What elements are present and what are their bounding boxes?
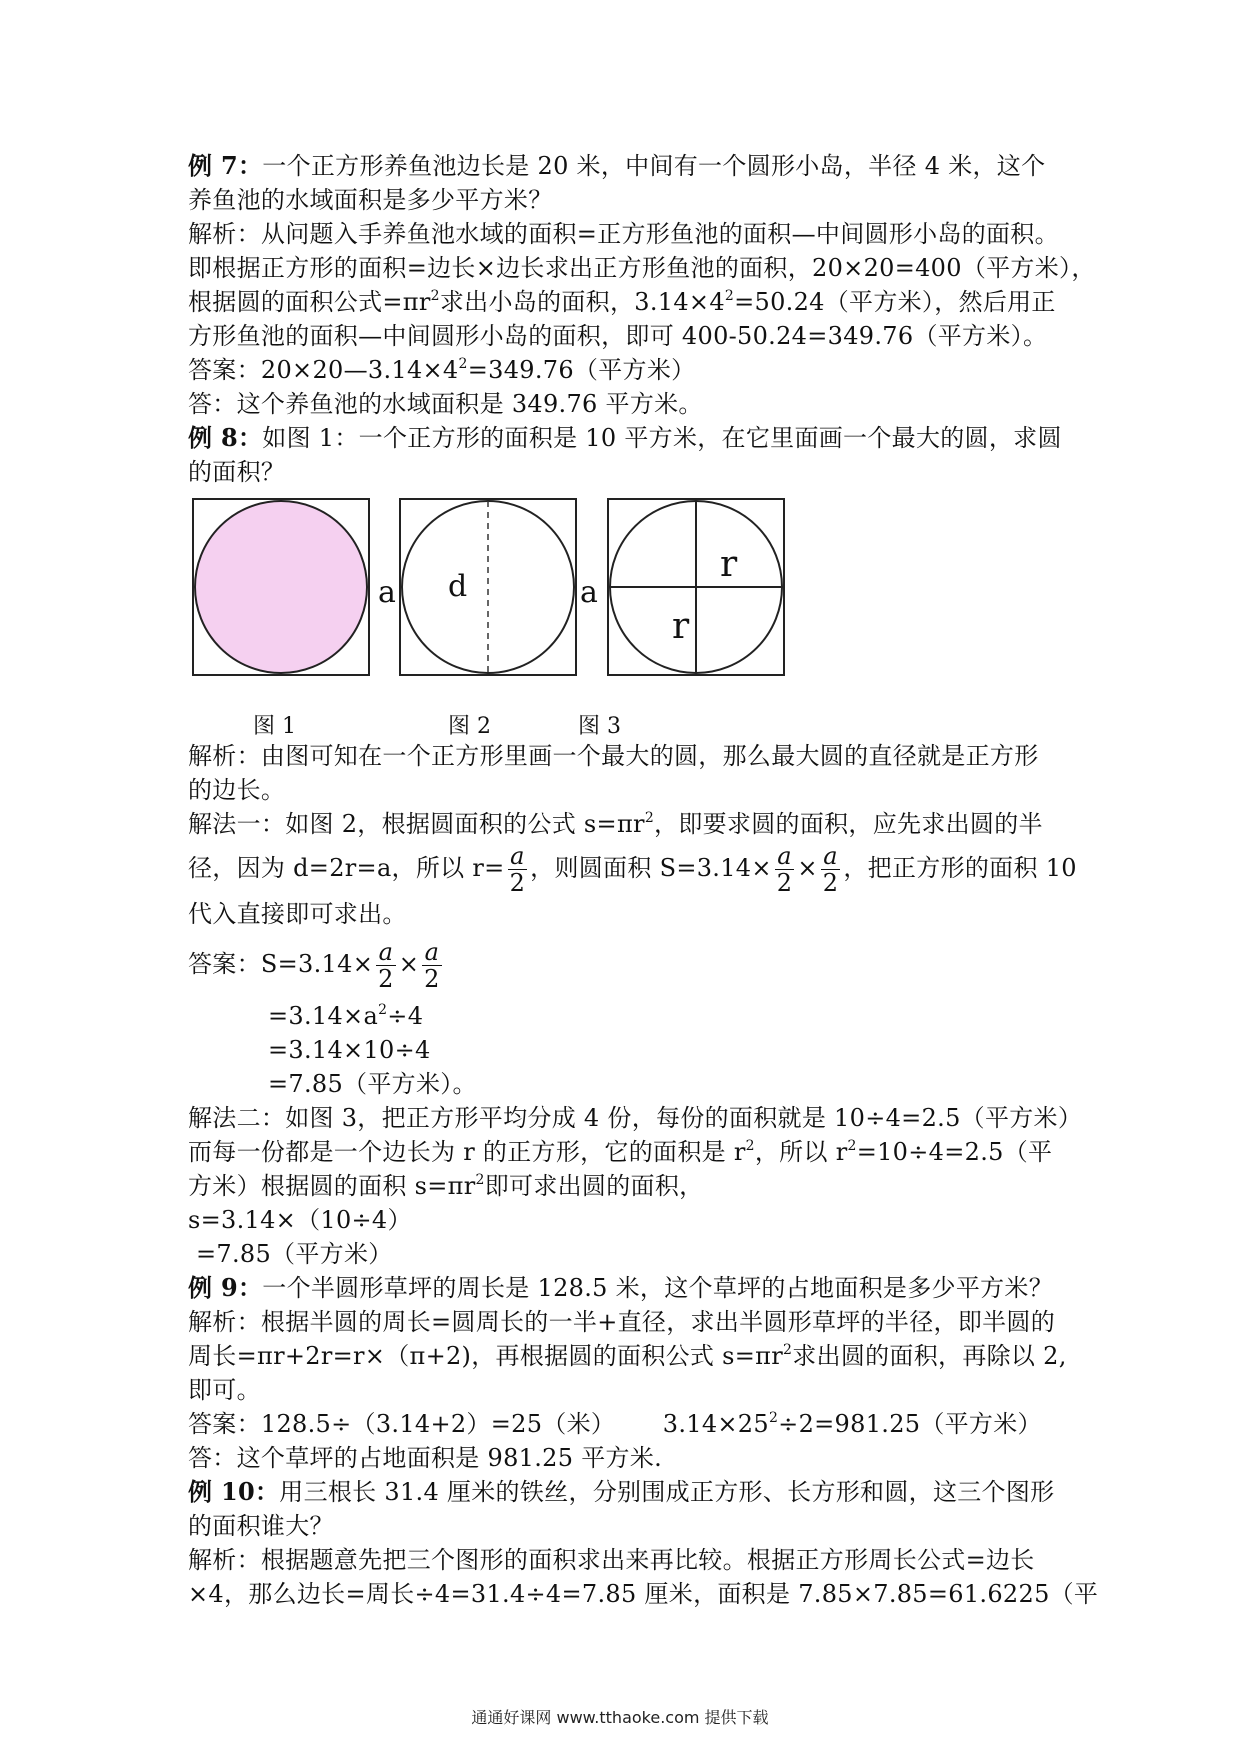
ex8-question-line2: 的面积？ [188, 458, 286, 486]
ex10-label: 例 10： [188, 1477, 280, 1506]
ex8-answer-line4: =7.85（平方米）。 [268, 1070, 477, 1098]
ex10-analysis-line1: 解析：根据题意先把三个图形的面积求出来再比较。根据正方形周长公式=边长 [188, 1546, 1035, 1574]
fig2-side-label: a [580, 575, 598, 610]
ex7-analysis-line3: 根据圆的面积公式$=\pi r^2$求出小岛的面积，$3.14\times 4^2=50.24$（平方米），然后用正 [188, 288, 1056, 316]
ex8-figures [190, 496, 790, 686]
fraction-a-over-2: $\frac{a}{2}$ [776, 842, 793, 897]
ex7-reply: 答：这个养鱼池的水域面积是 349.76 平方米。 [188, 390, 703, 418]
ex8-method1-line2: 径，因为 d=2r=a，所以 r= $\frac{a}{2}$ ，则圆面积 S=3.14× $\frac{a}{2}$ × $\frac{a}{2}$ ，把正方形的面积 10 [188, 842, 1077, 897]
ex8-method2-line4: s=3.14×（10÷4） [188, 1206, 412, 1234]
fig3-radius-label-2: r [672, 606, 690, 647]
caption-fig2: 图 2 [448, 714, 491, 739]
ex8-method1-line1: 解法一：如图 2，根据圆面积的公式 $s=\pi r^2$，即要求圆的面积，应先求出圆的半 [188, 810, 1043, 838]
ex7-question-line2: 养鱼池的水域面积是多少平方米？ [188, 186, 553, 214]
fraction-a-over-2: $\frac{a}{2}$ [822, 842, 839, 897]
ex8-analysis-line1: 解析：由图可知在一个正方形里画一个最大的圆，那么最大圆的直径就是正方形 [188, 742, 1039, 770]
ex7-analysis-line4: 方形鱼池的面积—中间圆形小岛的面积，即可 400-50.24=349.76（平方米）。 [188, 322, 1048, 350]
ex7-analysis-line1: 解析：从问题入手养鱼池水域的面积=正方形鱼池的面积—中间圆形小岛的面积。 [188, 220, 1059, 248]
ex7-label: 例 7： [188, 151, 263, 180]
ex8-method2-line5: =7.85（平方米） [196, 1240, 393, 1268]
ex8-label: 例 8： [188, 423, 263, 452]
ex10-question-line1: 例 10：用三根长 31.4 厘米的铁丝，分别围成正方形、长方形和圆，这三个图形 [188, 1477, 1055, 1506]
page-footer: 通通好课网 www.tthaoke.com 提供下载 [471, 1708, 769, 1727]
ex8-answer-line3: =3.14×10÷4 [268, 1036, 431, 1064]
ex9-answer: 答案：128.5÷（3.14+2）=25（米） $3.14\times 25^2\div 2=981.25$（平方米） [188, 1410, 1042, 1438]
ex8-method2-line3: 方米）根据圆的面积 $s=\pi r^2$即可求出圆的面积， [188, 1172, 704, 1200]
ex10-analysis-line2: ×4，那么边长=周长÷4=31.4÷4=7.85 厘米，面积是 7.85×7.85=61.6225（平 [188, 1580, 1099, 1608]
figure-1 [193, 499, 369, 675]
ex9-label: 例 9： [188, 1273, 263, 1302]
ex8-answer-line2: $=3.14\times a^2\div 4$ [268, 1002, 424, 1030]
fig2-diameter-label: d [448, 569, 468, 604]
fraction-a-over-2: $\frac{a}{2}$ [378, 938, 394, 993]
fig3-radius-label-1: r [720, 544, 738, 585]
ex8-answer-line1: 答案：S=3.14× $\frac{a}{2}$ × $\frac{a}{2}$ [188, 938, 440, 993]
ex9-analysis-line2: 周长=πr+2r=r×（π+2)，再根据圆的面积公式 $s=\pi r^2$求出圆的面积，再除以 2, [188, 1342, 1067, 1370]
ex8-question-line1: 例 8：如图 1：一个正方形的面积是 10 平方米，在它里面画一个最大的圆，求圆 [188, 423, 1062, 452]
ex7-answer: 答案：$20\times 20—3.14\times 4^2=349.76$（平方米） [188, 356, 696, 384]
ex8-method2-line1: 解法二：如图 3，把正方形平均分成 4 份，每份的面积就是 10÷4=2.5（平方米） [188, 1104, 1083, 1132]
ex9-analysis-line3: 即可。 [188, 1376, 261, 1404]
fig1-side-label: a [378, 575, 396, 610]
caption-fig3: 图 3 [578, 714, 621, 739]
ex7-question-line1: 例 7：一个正方形养鱼池边长是 20 米，中间有一个圆形小岛，半径 4 米，这个 [188, 151, 1046, 180]
ex9-reply: 答：这个草坪的占地面积是 981.25 平方米. [188, 1444, 663, 1472]
ex10-question-line2: 的面积谁大？ [188, 1512, 334, 1540]
ex7-analysis-line2: 即根据正方形的面积=边长×边长求出正方形鱼池的面积，20×20=400（平方米）， [188, 254, 1096, 282]
fraction-a-over-2: $\frac{a}{2}$ [424, 938, 440, 993]
ex8-method1-line3: 代入直接即可求出。 [188, 900, 407, 928]
fraction-a-over-2: $\frac{a}{2}$ [509, 842, 526, 897]
caption-fig1: 图 1 [253, 714, 296, 739]
fig1-circle [195, 501, 367, 673]
ex8-analysis-line2: 的边长。 [188, 776, 286, 804]
ex8-method2-line2: 而每一份都是一个边长为 r 的正方形，它的面积是 $r^2$，所以 $r^2=10\div 4=2.5$（平 [188, 1138, 1053, 1166]
ex9-analysis-line1: 解析：根据半圆的周长=圆周长的一半+直径，求出半圆形草坪的半径，即半圆的 [188, 1308, 1056, 1336]
figure-3 [608, 499, 784, 675]
ex9-question: 例 9：一个半圆形草坪的周长是 128.5 米，这个草坪的占地面积是多少平方米？ [188, 1273, 1054, 1302]
figure-2 [400, 499, 576, 675]
